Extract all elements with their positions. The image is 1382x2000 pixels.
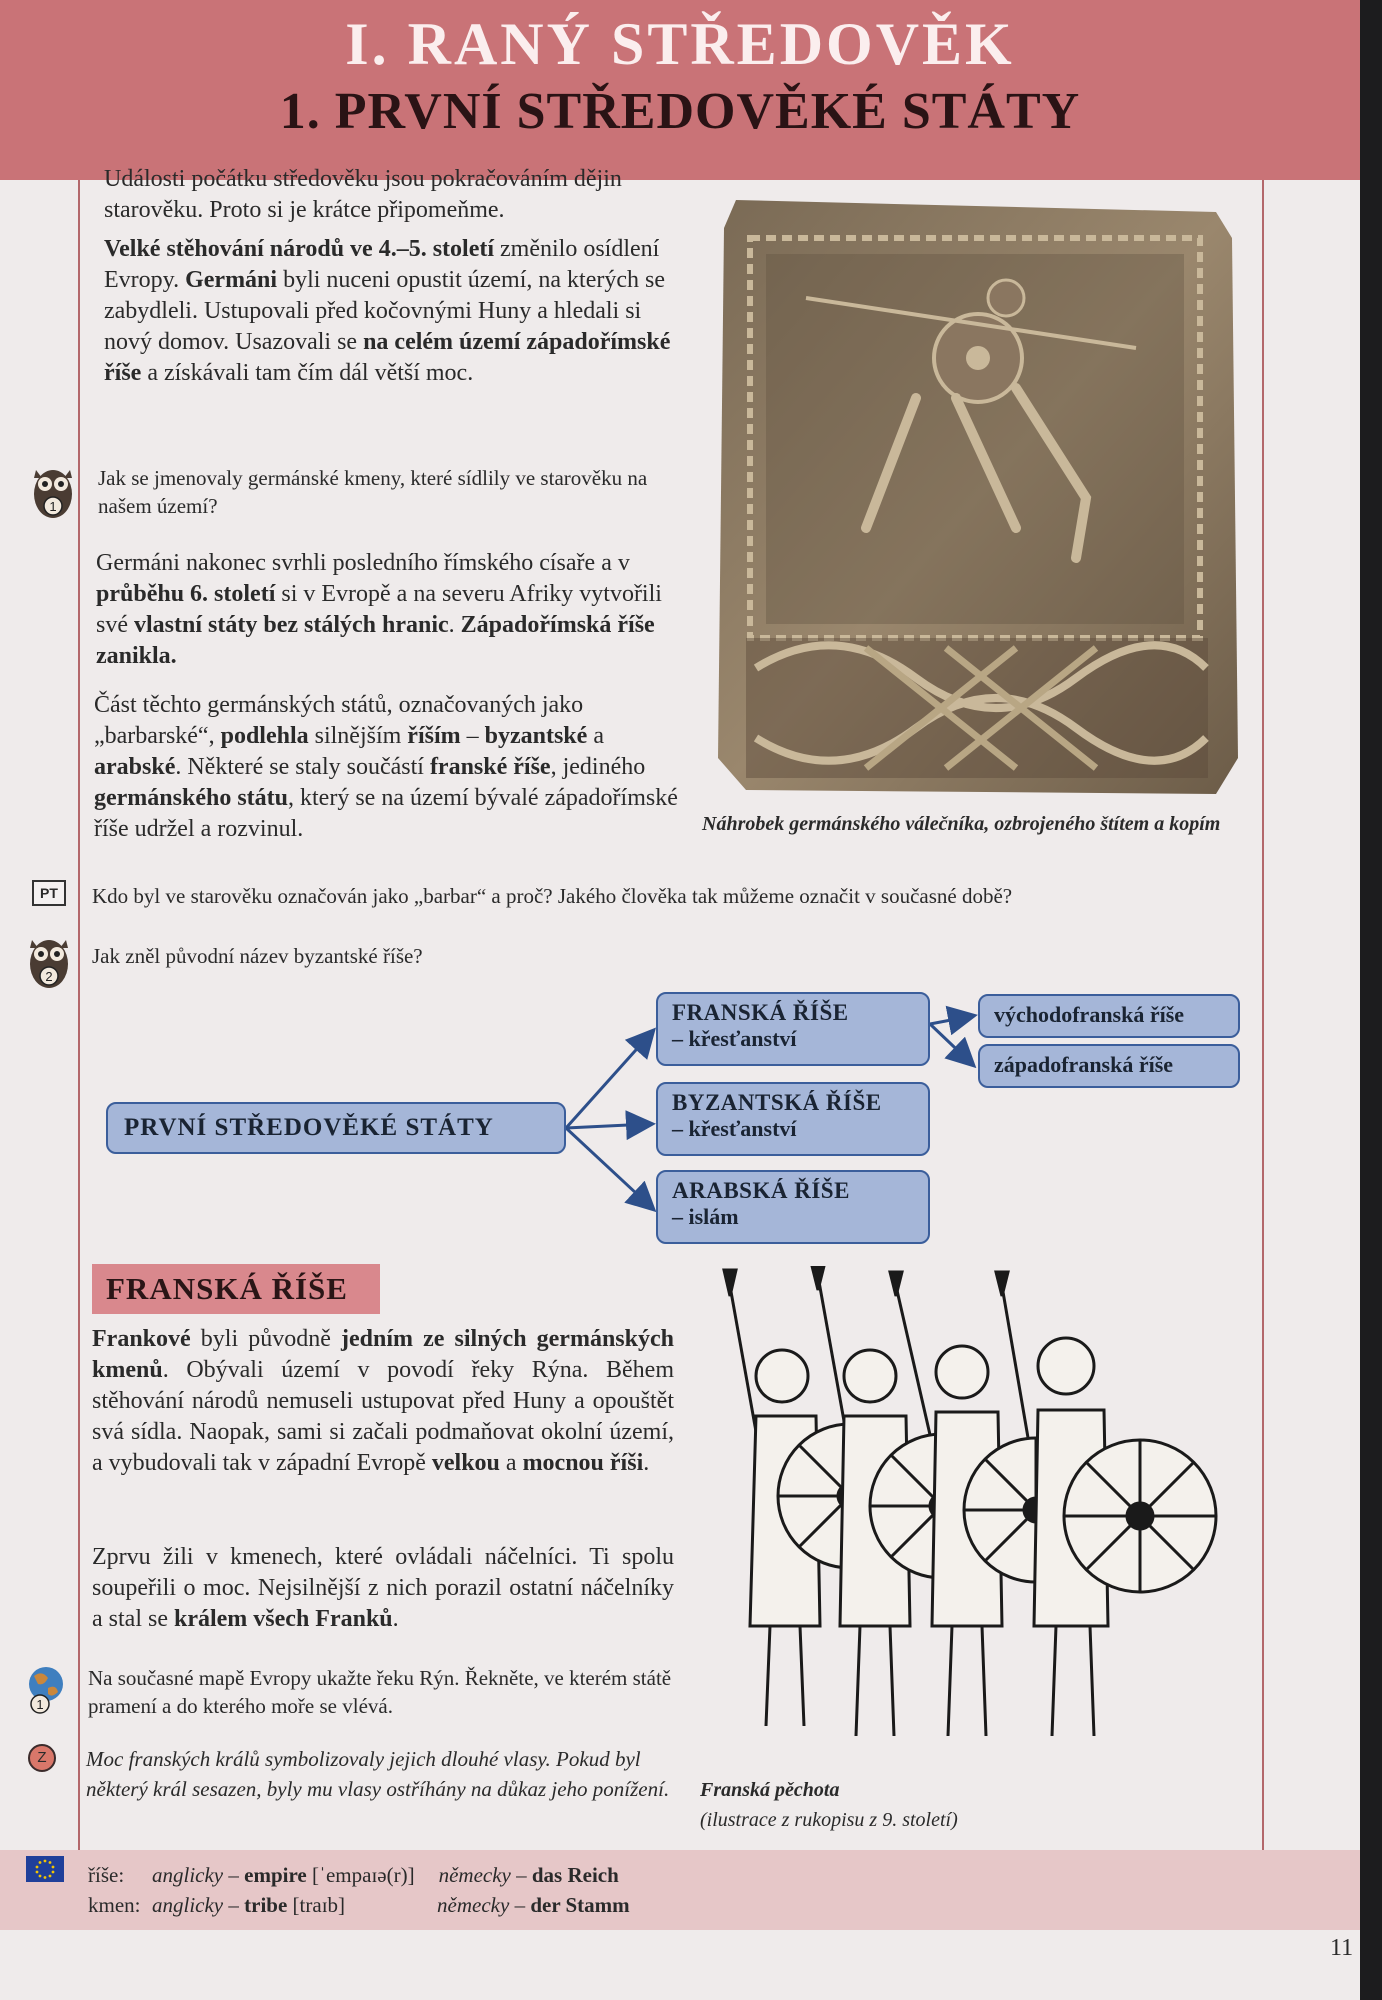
migration-paragraph: Velké stěhování národů ve 4.–5. století změnilo osídlení Evropy. Germáni byli nuceni opustit území, na kterých se zabydleli. Ustupovali před kočovnými Huny a hledali si nový domov. Usazovali se na celém území západořímské říše a získávali tam čím dál větší moc. [104,236,671,386]
tombstone-relief-image [716,198,1238,798]
vocab-entry-tribe: kmen: anglicky – tribe [traɪb] německy – der Stamm [88,1893,630,1917]
arab-empire-box: ARABSKÁ ŘÍŠE – islám [656,1170,930,1244]
barbarian-states-paragraph: Část těchto germánských států, označovaných jako „barbarské“, podlehla silnějším říším – byzantské a arabské. Některé se staly součástí franské říše, jediného germánského státu, který se na území bývalé západořímské říše udržel a rozvinul. [94,692,678,842]
header-band [0,0,1360,180]
infantry-caption-source: (ilustrace z rukopisu z 9. století) [700,1809,958,1831]
byzantine-empire-box: BYZANTSKÁ ŘÍŠE – křesťanství [656,1082,930,1156]
infantry-caption-title: Franská pěchota [700,1779,840,1801]
globe-icon [26,1664,66,1716]
lesson-title: 1. PRVNÍ STŘEDOVĚKÉ STÁTY [279,83,1081,140]
vocab-entry-empire: říše: anglicky – empire [ˈempaɪə(r)] německy – das Reich [88,1863,619,1887]
frankish-section-heading: FRANSKÁ ŘÍŠE [92,1264,380,1314]
question-2: Jak zněl původní název byzantské říše? [92,944,423,968]
frankish-infantry-illustration [700,1266,1250,1766]
owl-icon [30,460,76,522]
diagram-root-box: PRVNÍ STŘEDOVĚKÉ STÁTY [106,1102,566,1154]
svg-text:1: 1 [36,1697,44,1712]
intro-paragraph: Události počátku středověku jsou pokračováním dějin starověku. Proto si je krátce připomeňme. [104,166,622,223]
page-number: 11 [1330,1935,1354,1961]
map-question: Na současné mapě Evropy ukažte řeku Rýn. Řekněte, ve kterém státě pramení a do kterého moře se vlévá. [88,1666,672,1718]
east-frankish-box: východofranská říše [978,994,1240,1038]
eu-flag-icon [26,1856,64,1882]
chapter-title: I. RANÝ STŘEDOVĚK [345,11,1015,77]
frankish-empire-box: FRANSKÁ ŘÍŠE – křesťanství [656,992,930,1066]
west-frankish-box: západofranská říše [978,1044,1240,1088]
pt-label-icon: PT [32,880,66,906]
z-info-icon: Z [28,1744,56,1772]
question-1: Jak se jmenovaly germánské kmeny, které sídlily ve starověku na našem území? [98,466,648,518]
svg-text:1: 1 [49,499,57,514]
tombstone-caption: Náhrobek germánského válečníka, ozbrojeného štítem a kopím [702,813,1221,835]
franks-paragraph-1: Frankové byli původně jedním ze silných germánských kmenů. Obývali území v povodí řeky Rýna. Během stěhování národů nemuseli ustupovat před Huny a opouštět svá sídla. Naopak, sami si začali podmaňovat okolní území, a vybudovali tak v západní Evropě velkou a mocnou říši. [92,1326,674,1476]
germanic-states-paragraph: Germáni nakonec svrhli posledního římského císaře a v průběhu 6. století si v Evropě a na severu Afriky vytvořili své vlastní státy bez stálých hranic. Západořímská říše zanikla. [96,550,662,669]
franks-paragraph-2: Zprvu žili v kmenech, které ovládali náčelníci. Ti spolu soupeřili o moc. Nejsilnější z nich porazil ostatní náčelníky a stal se králem všech Franků. [92,1544,674,1632]
hair-fact-note: Moc franských králů symbolizovaly jejich dlouhé vlasy. Pokud byl některý král sesazen, byly mu vlasy ostříhány na důkaz jeho ponížení. [86,1747,670,1801]
pt-question: Kdo byl ve starověku označován jako „barbar“ a proč? Jakého člověka tak můžeme označit v současné době? [92,884,1013,908]
svg-text:2: 2 [45,969,53,984]
